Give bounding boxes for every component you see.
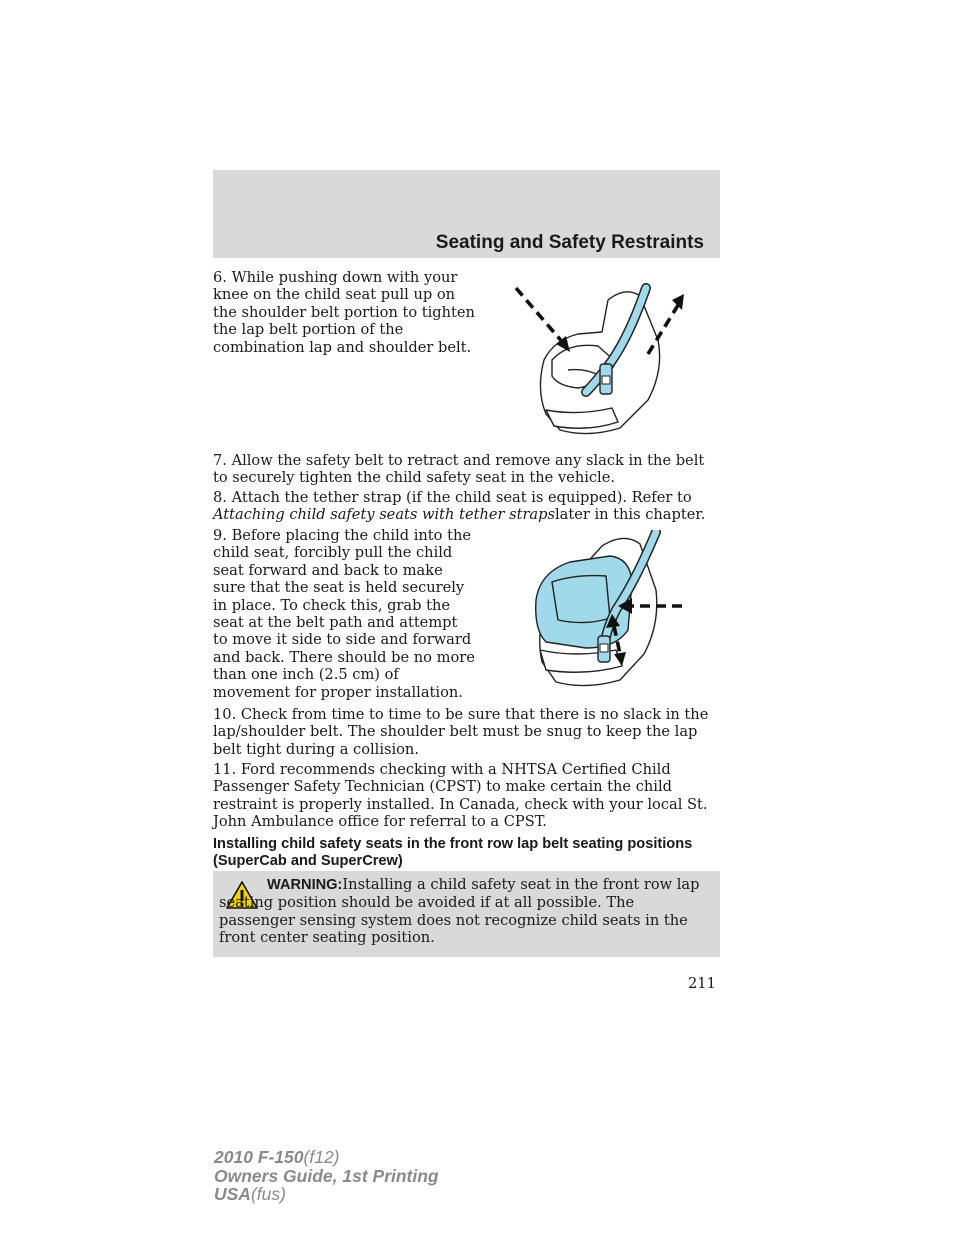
footer-guide: Owners Guide, 1st Printing <box>214 1165 439 1186</box>
warning-box <box>213 871 720 957</box>
step-8-text-part2: later in this chapter. <box>554 506 706 524</box>
step-6-text: 6. While pushing down with your knee on the child seat pull up on the shoulder belt portion to tighten the lap belt portion of the combination lap and shoulder belt. <box>213 269 475 356</box>
footer-model-code: (f12) <box>303 1147 340 1167</box>
footer-market-code: (fus) <box>250 1184 286 1204</box>
belt-tightening-illustration <box>508 280 698 440</box>
step-8-text <box>213 489 720 524</box>
page-number: 211 <box>688 975 716 992</box>
section-title: Seating and Safety Restraints <box>435 232 704 253</box>
tether-straps-reference: Attaching child safety seats with tether straps <box>213 506 555 524</box>
seat-movement-check-illustration <box>506 530 702 694</box>
step-10-text: 10. Check from time to time to be sure that there is no slack in the lap/shoulder belt. The shoulder belt must be snug to keep the lap belt tight during a collision. <box>213 706 709 758</box>
footer-model: 2010 F-150 <box>214 1147 304 1167</box>
warning-label: WARNING: <box>267 877 343 893</box>
warning-text <box>219 876 709 947</box>
step-11-text: 11. Ford recommends checking with a NHTSA Certified Child Passenger Safety Technician (CPST) to make certain the child restraint is properly installed. In Canada, check with your local St. John Ambulance office for referral to a CPST. <box>213 761 708 831</box>
step-8-text-part1: 8. Attach the tether strap (if the child seat is equipped). Refer to <box>213 489 692 506</box>
document-footer <box>214 1148 439 1204</box>
step-7-text: 7. Allow the safety belt to retract and remove any slack in the belt to securely tighten the child safety seat in the vehicle. <box>213 452 705 487</box>
section-header-band <box>213 170 720 258</box>
step-9-text: 9. Before placing the child into the child seat, forcibly pull the child seat forward and back to make sure that the seat is held securely in place. To check this, grab the seat at the belt path and attempt to move it side to side and forward and back. There should be no more than one inch (2.5 cm) of movement for proper installation. <box>213 527 475 701</box>
section-subheading: Installing child safety seats in the front row lap belt seating positions (SuperCab and SuperCrew) <box>213 836 693 870</box>
footer-market: USA <box>214 1184 251 1204</box>
warning-body: Installing a child safety seat in the front row lap seating position should be avoided if at all possible. The passenger sensing system does not recognize child seats in the front center seating position. <box>219 876 700 947</box>
